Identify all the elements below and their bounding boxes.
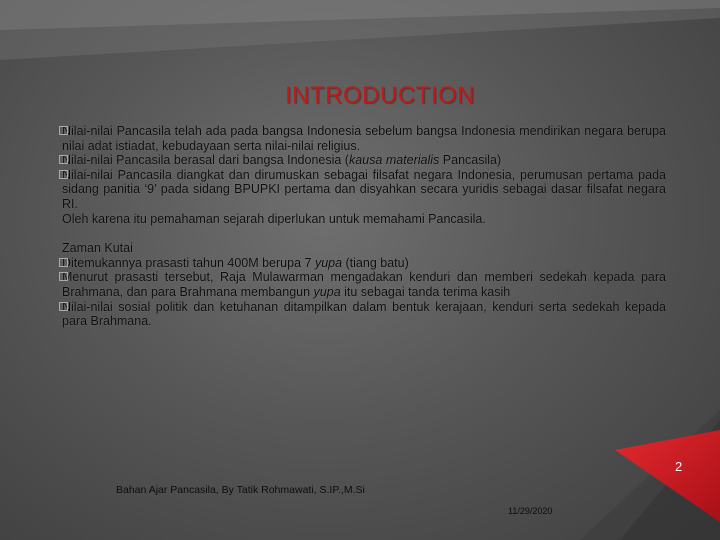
intro-bullet-2 [62, 153, 666, 168]
bullet-text-post: Pancasila) [439, 153, 502, 168]
top-decoration [0, 0, 720, 90]
spacer [62, 226, 666, 241]
square-bullet-icon [59, 302, 68, 311]
bullet-text-post: itu sebagai tanda terima kasih [340, 284, 511, 299]
bullet-text: Nilai-nilai Pancasila diangkat dan dirumuskan sebagai filsafat negara Indonesia, perumusan pertama pada sidang panitia ‘9’ pada sidang BPUPKI pertama dan disyahkan secara yuridis sebagai dasar filsafat negara RI. [62, 167, 666, 211]
bullet-text: Nilai-nilai Pancasila telah ada pada bangsa Indonesia sebelum bangsa Indonesia mendirikan negara berupa nilai adat istiadat, kebudayaan serta nilai-nilai religius. [62, 124, 666, 153]
bullet-text: Nilai-nilai sosial politik dan ketuhanan ditampilkan dalam bentuk kerajaan, kenduri serta sedekah kepada para Brahmana. [62, 299, 666, 329]
bullet-text-pre: Ditemukannya prasasti tahun 400M berupa 7 [62, 255, 315, 270]
bullet-text-italic: yupa [313, 284, 341, 299]
footer-author: Bahan Ajar Pancasila, By Tatik Rohmawati, S.IP.,M.Si [116, 484, 365, 496]
bottom-right-decoration [520, 410, 720, 540]
bullet-text-pre: Nilai-nilai Pancasila berasal dari bangsa Indonesia ( [62, 153, 349, 168]
section-heading: Zaman Kutai [62, 241, 133, 256]
square-bullet-icon [59, 170, 68, 179]
intro-bullet-3 [62, 168, 666, 212]
slide-title: INTRODUCTION [285, 82, 475, 109]
bullet-text-pre: Menurut prasasti tersebut, Raja Mulawarman mengadakan kenduri dan memberi sedekah kepada para Brahmana, dan para Brahmana membangun [62, 270, 666, 299]
square-bullet-icon [59, 258, 68, 267]
kutai-bullet-1 [62, 256, 666, 271]
page-number: 2 [675, 459, 683, 474]
bullet-text-italic: kausa materialis [348, 153, 440, 168]
bullet-text-post: (tiang batu) [342, 255, 409, 270]
kutai-bullet-3 [62, 300, 666, 329]
footer-date: 11/29/2020 [508, 506, 553, 516]
intro-bullet-1 [62, 124, 666, 153]
closing-line: Oleh karena itu pemahaman sejarah diperlukan untuk memahami Pancasila. [62, 211, 486, 226]
square-bullet-icon [59, 155, 68, 164]
slide-body [62, 124, 666, 329]
square-bullet-icon [59, 126, 68, 135]
bullet-text-italic: yupa [314, 255, 343, 270]
square-bullet-icon [59, 272, 68, 281]
kutai-bullet-2 [62, 270, 666, 299]
